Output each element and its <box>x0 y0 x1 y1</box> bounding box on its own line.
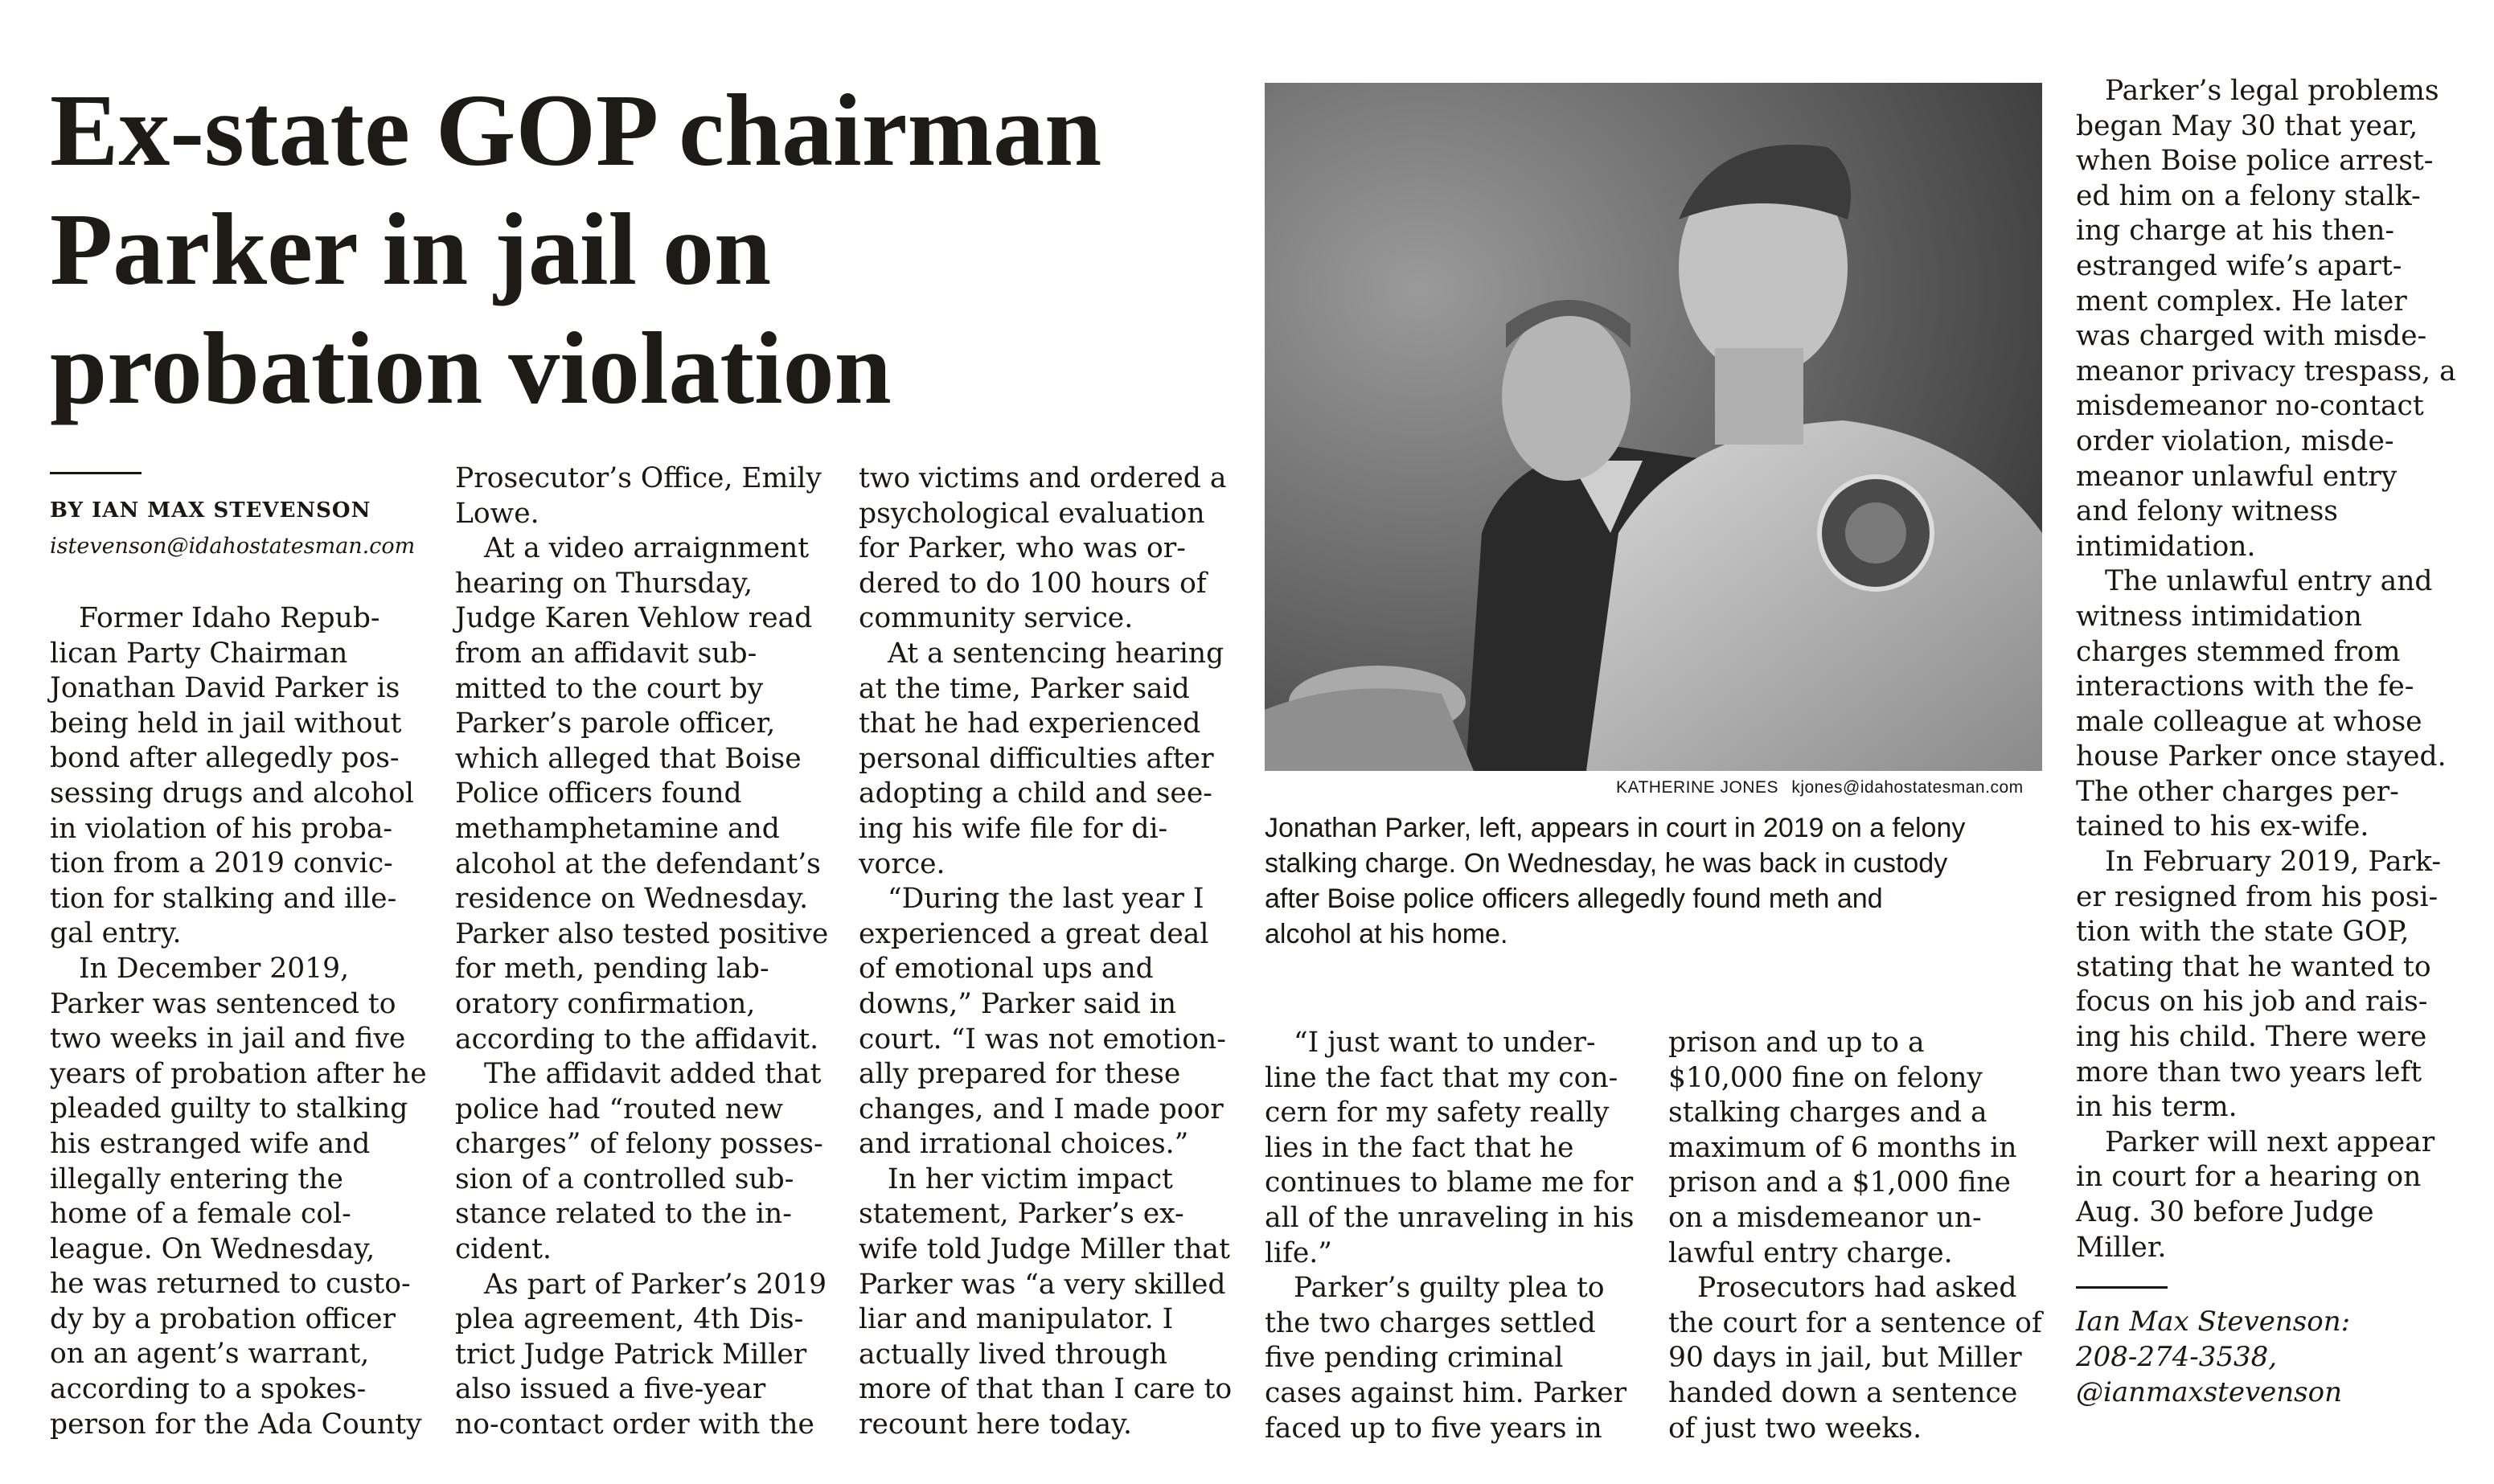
paragraph: Prosecutor’s Office, Emily Lowe. <box>455 462 822 530</box>
paragraph: At a sentencing hearing at the time, Parker said that he had experienced personal difficulties after adopting a child and see- ing his wife file for di- vorce. <box>859 637 1224 880</box>
paragraph: The affidavit added that police had “routed new charges” of felony posses- sion of a controlled sub- stance related to the in- cident. <box>455 1058 823 1266</box>
paragraph: Parker will next appear in court for a hearing on Aug. 30 before Judge Miller. <box>2076 1125 2435 1264</box>
paragraph: At a video arraignment hearing on Thursday, Judge Karen Vehlow read from an affidavit sub- mitted to the court by Parker’s parole officer, which alleged that Boise Police officers found methamphetamine and alcohol at the defendant’s residence on Wednesday. Parker also tested positive for meth, pending lab- oratory confirmation, according to the affidavit. <box>455 532 829 1056</box>
column-5 <box>1668 1026 2054 1446</box>
column-1 <box>50 601 436 1442</box>
photo-credit-name: KATHERINE JONES <box>1616 778 1778 797</box>
column-2 <box>455 461 841 1443</box>
author-email: istevenson@idahostatesman.com <box>50 534 416 559</box>
photo-caption: Jonathan Parker, left, appears in court in 2019 on a felony stalking charge. On Wednesday, he was back in custody after Boise police officers allegedly found meth and alcohol at his home. <box>1265 813 1966 949</box>
paragraph: “I just want to under- line the fact that my con- cern for my safety really lies in the fact that he continues to blame me for all of the unraveling in his life.” <box>1265 1027 1635 1269</box>
byline-rule <box>50 472 142 474</box>
court-photo <box>1265 83 2042 771</box>
paragraph: two victims and ordered a psychological evaluation for Parker, who was or- dered to do 100 hours of community service. <box>859 462 1227 635</box>
paragraph: As part of Parker’s 2019 plea agreement, 4th Dis- trict Judge Patrick Miller also issued a five-year no-contact order with the <box>455 1268 827 1441</box>
paragraph: Former Idaho Repub- lican Party Chairman Jonathan David Parker is being held in jail without bond after allegedly pos- sessing drugs and alcohol in violation of his proba- tion from a 2019 convic- tion for stalking and ille- gal entry. <box>50 602 414 950</box>
paragraph: In December 2019, Parker was sentenced to two weeks in jail and five years of probation after he pleaded guilty to stalking his estranged wife and illegally entering the home of a female col- league. On Wednesday, he was returned to custo- dy by a probation officer on an agent’s warrant, according to a spokes- person for the Ada County <box>50 952 427 1441</box>
paragraph: prison and up to a $10,000 fine on felony stalking charges and a maximum of 6 months in prison and a $1,000 fine on a misdemeanor un- lawful entry charge. <box>1668 1027 2017 1269</box>
photo-credit-email: kjones@idahostatesman.com <box>1791 778 2024 797</box>
paragraph: Prosecutors had asked the court for a sentence of 90 days in jail, but Miller handed down a sentence of just two weeks. <box>1668 1272 2042 1445</box>
paragraph: “During the last year I experienced a great deal of emotional ups and downs,” Parker said in court. “I was not emotion- ally prepared for these changes, and I made poor and irrational choices.” <box>859 883 1226 1161</box>
paragraph: In February 2019, Park- er resigned from his posi- tion with the state GOP, stating that he wanted to focus on his job and rais- ing his child. There were more than two years left in his term. <box>2076 846 2442 1124</box>
column-6 <box>2076 74 2478 1265</box>
signoff-rule <box>2076 1286 2168 1289</box>
column-3 <box>859 461 1245 1443</box>
byline: BY IAN MAX STEVENSON <box>50 498 371 523</box>
paragraph: Parker’s legal problems began May 30 that year, when Boise police arrest- ed him on a felony stalk- ing charge at his then- estranged wife’s apart- ment complex. He later was charged with misde- meanor privacy trespass, a misdemeanor no-contact order violation, misde- meanor unlawful entry and felony witness intimidation. <box>2076 75 2456 563</box>
paragraph: Parker’s guilty plea to the two charges settled five pending criminal cases against him. Parker faced up to five years in <box>1265 1272 1627 1445</box>
column-4 <box>1265 1026 1651 1446</box>
paragraph: In her victim impact statement, Parker’s ex- wife told Judge Miller that Parker was “a very skilled liar and manipulator. I actually lived through more of that than I care to recount here today. <box>859 1162 1233 1441</box>
author-signoff: Ian Max Stevenson: 208-274-3538, @ianmaxstevenson <box>2076 1306 2351 1408</box>
paragraph: The unlawful entry and witness intimidation charges stemmed from interactions with the fe- male colleague at whose house Parker once stayed. The other charges per- tained to his ex-wife. <box>2076 565 2447 843</box>
headline: Ex-state GOP chairman Parker in jail on probation violation <box>50 73 1102 425</box>
photo-credit <box>1616 778 2024 797</box>
